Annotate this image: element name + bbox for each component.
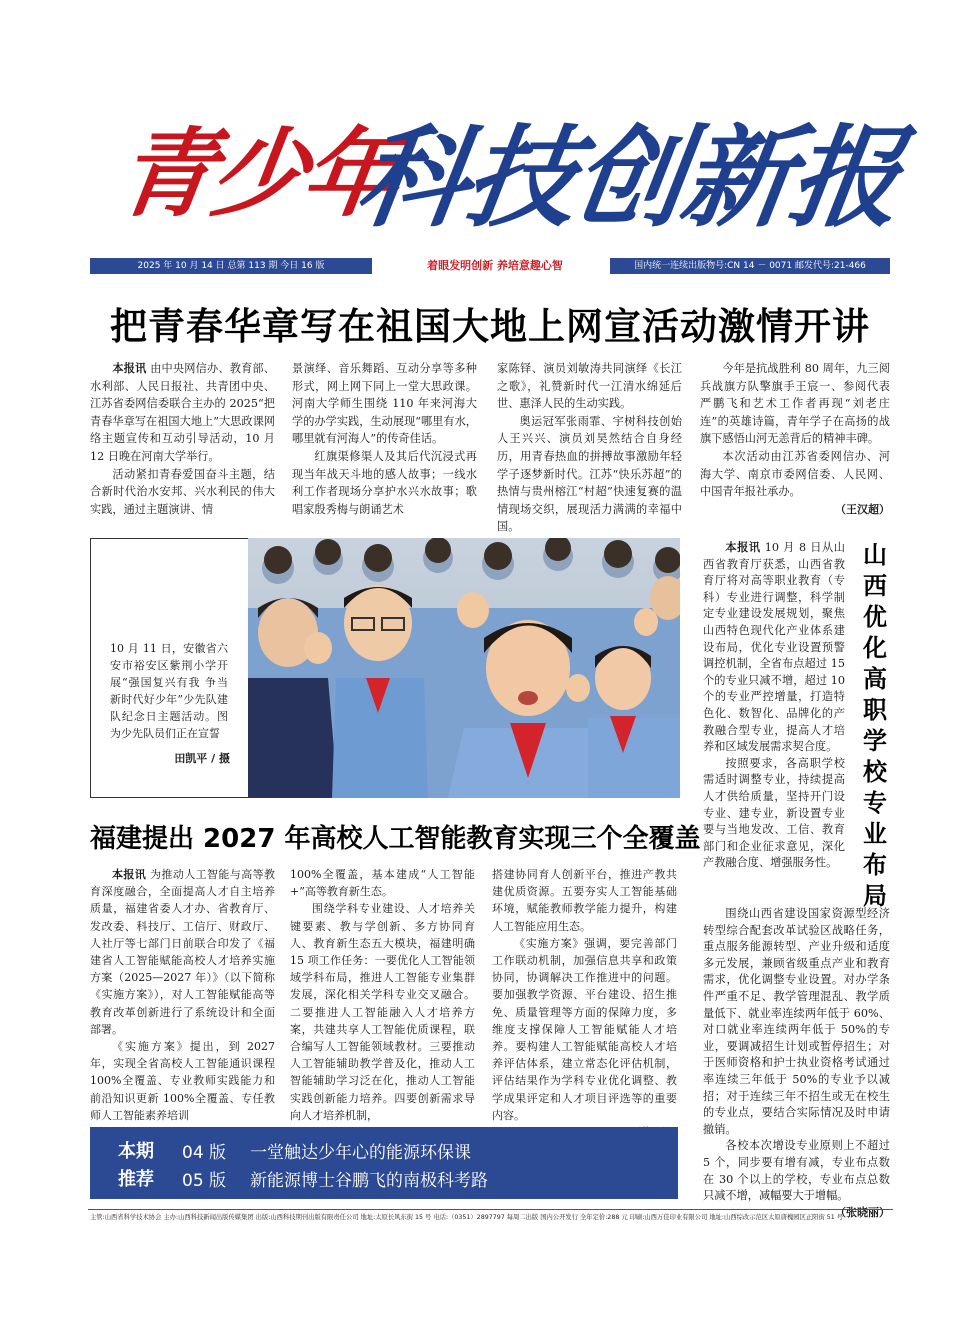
article1-column-2 xyxy=(292,360,477,518)
article3-column xyxy=(703,540,845,872)
article1-column-3 xyxy=(497,360,682,536)
article1-text-4: 今年是抗战胜利 80 周年，九三阅兵战旗方队擎旗手王宸一、参阅代表严鹏飞和艺术工作者再现“刘老庄连”的英雄诗篇，青年学子在高扬的战旗下感悟山河无恙背后的精神丰碑。 xyxy=(700,362,890,446)
article1-text-2b: 红旗渠修渠人及其后代沉浸式再现当年战天斗地的感人故事；一线水利工作者现场分享护水兴水故事；歌唱家殷秀梅与朗诵艺术 xyxy=(292,449,477,516)
photo-credit: 田凯平 / 摄 xyxy=(174,752,230,765)
article2-column-3 xyxy=(492,866,677,1141)
article3-text-1: 10 月 8 日从山西省教育厅获悉，山西省教育厅将对高等职业教育（专科）专业进行调整，科学制定专业建设发展规划，聚焦山西特色现代化产业体系建设布局，优化专业设置预警调控机制，全省布点超过 15 个的专业只减不增，超过 10 个的专业严控增量，打造特色化、数智化、品牌化的产教融合型专业，提高人才培养和区域发展需求契合度。 xyxy=(703,541,845,754)
recommend-label-2: 推荐 xyxy=(118,1169,154,1190)
article3-lead: 本报讯 xyxy=(725,541,761,554)
article2-text-2b: 围绕学科专业建设、人才培养关键要素、教与学创新、多方协同育人、教育新生态五大模块，福建明确 15 项工作任务：一要优化人工智能领域学科布局，推进人工智能专业集群发展，深化相关学科专业交叉融合。二要推进人工智能融入人才培养方案，共建共享人工智能优质课程，联合编写人工智能领域教材。三要推动人工智能辅助教学普及化，推动人工智能辅助学习泛在化，推动人工智能实践创新能力培养。四要创新需求导向人才培养机制， xyxy=(290,902,475,1122)
article2-column-2 xyxy=(290,866,475,1124)
news-photo xyxy=(248,538,680,798)
article2-text-2: 100%全覆盖，基本建成“人工智能+”高等教育新生态。 xyxy=(290,868,475,899)
issue-date: 2025 年 10 月 14 日 总第 113 期 今日 16 版 xyxy=(90,258,372,274)
article2-text-1: 为推动人工智能与高等教育深度融合，全面提高人才自主培养质量，福建省委人才办、省教育厅、发改委、科技厅、工信厅、财政厅、人社厅等七部门日前联合印发了《福建省人工智能赋能高校人才培养实施方案（2025—2027 年）》（以下简称《实施方案》），对人工智能赋能高等教育改革创新进行了系统设计和全面部署。 xyxy=(90,868,276,1036)
article2-text-3b: 《实施方案》强调，要完善部门工作联动机制，加强信息共享和政策协同，协调解决工作推进中的问题。要加强教学资源、平台建设、招生推免、质量管理等方面的保障力度，多维度支撑保障人工智能赋能人才培养。要构建人工智能赋能高校人才培养评估体系，建立常态化评估机制，评估结果作为学科专业优化调整、教学成果评定和人才项目评选等的重要内容。 xyxy=(492,936,677,1122)
slogan: 着眼发明创新 养培意趣心智 xyxy=(427,259,563,272)
recommend-title[interactable]: 新能源博士谷鹏飞的南极科考路 xyxy=(250,1171,488,1191)
article3-headline: 山西优化高职学校专业布局 xyxy=(863,541,887,910)
recommend-page: 04 版 xyxy=(182,1143,227,1163)
article3-text-2: 按照要求，各高职学校需适时调整专业，持续提高人才供给质量，坚持开门设专业、建专业，新设置专业要与当地发改、工信、教育部门和企业征求意见，深化产教融合度、增强服务性。 xyxy=(703,756,845,870)
article3-column-2 xyxy=(703,906,890,1221)
article2-lead: 本报讯 xyxy=(112,868,147,881)
masthead-title-blue: 科技创新报 xyxy=(349,113,908,242)
article3-text-4: 各校本次增设专业原则上不超过 5 个，同步要有增有减，专业布点数在 30 个以上的学校，专业布点总数只减不增，减幅要大于增幅。 xyxy=(703,1139,890,1203)
publication-number: 国内统一连续出版物号:CN 14 － 0071 邮发代号:21-466 xyxy=(610,258,890,274)
article2-text-1b: 《实施方案》提出，到 2027 年，实现全省高校人工智能通识课程 100%全覆盖、专业教师实践能力和前沿知识更新 100%全覆盖、专任教师人工智能素养培训 xyxy=(90,1040,275,1122)
article2-headline: 福建提出 2027 年高校人工智能教育实现三个全覆盖 xyxy=(90,824,701,854)
recommend-title[interactable]: 一堂触达少年心的能源环保课 xyxy=(250,1143,471,1163)
recommend-page: 05 版 xyxy=(182,1171,227,1191)
article1-author: （王汉超） xyxy=(835,502,890,516)
students-saluting-illustration xyxy=(248,538,680,798)
photo-caption: 10 月 11 日，安徽省六安市裕安区紫荆小学开展“强国复兴有我 争当新时代好少年”少先队建队纪念日主题活动。图为少先队员们正在宣誓 xyxy=(110,642,228,740)
article3-author: （张晓丽） xyxy=(835,1205,890,1219)
article1-text-4b: 本次活动由江苏省委网信办、河海大学、南京市委网信委、人民网、中国青年报社承办。 xyxy=(700,449,890,499)
article1-column-1 xyxy=(90,360,275,518)
article1-text-1: 由中央网信办、教育部、水利部、人民日报社、共青团中央、江苏省委网信委联合主办的 2025“把青春华章写在祖国大地上”大思政课网络主题宣传和互动引导活动，10 月 12 日晚在河南大学举行。 xyxy=(90,362,275,463)
masthead-title-red: 青少年 xyxy=(111,117,403,230)
publication-footer: 主管:山西省科学技术协会 主办:山西科技新闻出版传媒集团 出版:山西科技期刊出版有限责任公司 地址:太原长风东街 15 号 电话:（0351）2897797 每周二出版 国内公开发行 全年定价:288 元 印刷:山西万佳印业有限公司 地址:山西综改示范区太原唐槐园区正阳街 51 号 xyxy=(90,1214,844,1221)
article1-text-2: 景演绎、音乐舞蹈、互动分享等多种形式，网上网下同上一堂大思政课。河南大学师生围绕 110 年来河海大学的办学实践，生动展现“哪里有水，哪里就有河海人”的传奇佳话。 xyxy=(292,362,477,446)
article1-headline: 把青春华章写在祖国大地上网宣活动激情开讲 xyxy=(110,305,870,348)
article2-column-1 xyxy=(90,866,275,1124)
article1-text-3b: 奥运冠军张雨霏、宇树科技创始人王兴兴、演员刘昊然结合自身经历，用青春热血的拼搏故事激励年轻学子逐梦新时代。江苏“快乐苏超”的热情与贵州榕江“村超”快速复赛的温情现场交织，展现活力满满的幸福中国。 xyxy=(497,414,682,534)
article1-lead: 本报讯 xyxy=(112,362,147,375)
issue-info-bar xyxy=(90,258,890,274)
footer-divider xyxy=(88,1209,893,1210)
article1-text-1b: 活动紧扣青春爱国奋斗主题，结合新时代治水安邦、兴水利民的伟大实践，通过主题演讲、情 xyxy=(90,467,275,516)
article2-text-3: 搭建协同育人创新平台，推进产教共建优质资源。五要夯实人工智能基础环境，赋能教师教学能力提升，构建人工智能应用生态。 xyxy=(492,868,677,933)
article1-column-4 xyxy=(700,360,890,518)
article3-text-3: 围绕山西省建设国家资源型经济转型综合配套改革试验区战略任务，重点服务能源转型、产业升级和适度多元发展，兼顾省级重点产业和教育需求，优化调整专业设置。对办学条件严重不足、教学管理混乱、教学质量低下、就业率连续两年低于 60%、对口就业率连续两年低于 50%的专业，要调减招生计划或暂停招生；对于医师资格和护士执业资格考试通过率连续三年低于 50%的专业予以减招；对于连续三年不招生或无在校生的专业点，要结合实际情况及时申请撤销。 xyxy=(703,907,890,1136)
recommend-label-1: 本期 xyxy=(118,1141,154,1162)
article1-text-3: 家陈铎、演员刘敏涛共同演绎《长江之歌》，礼赞新时代一江清水绵延后世、惠泽人民的生动实践。 xyxy=(497,362,682,411)
masthead xyxy=(0,0,980,250)
issue-recommendations xyxy=(90,1127,678,1199)
